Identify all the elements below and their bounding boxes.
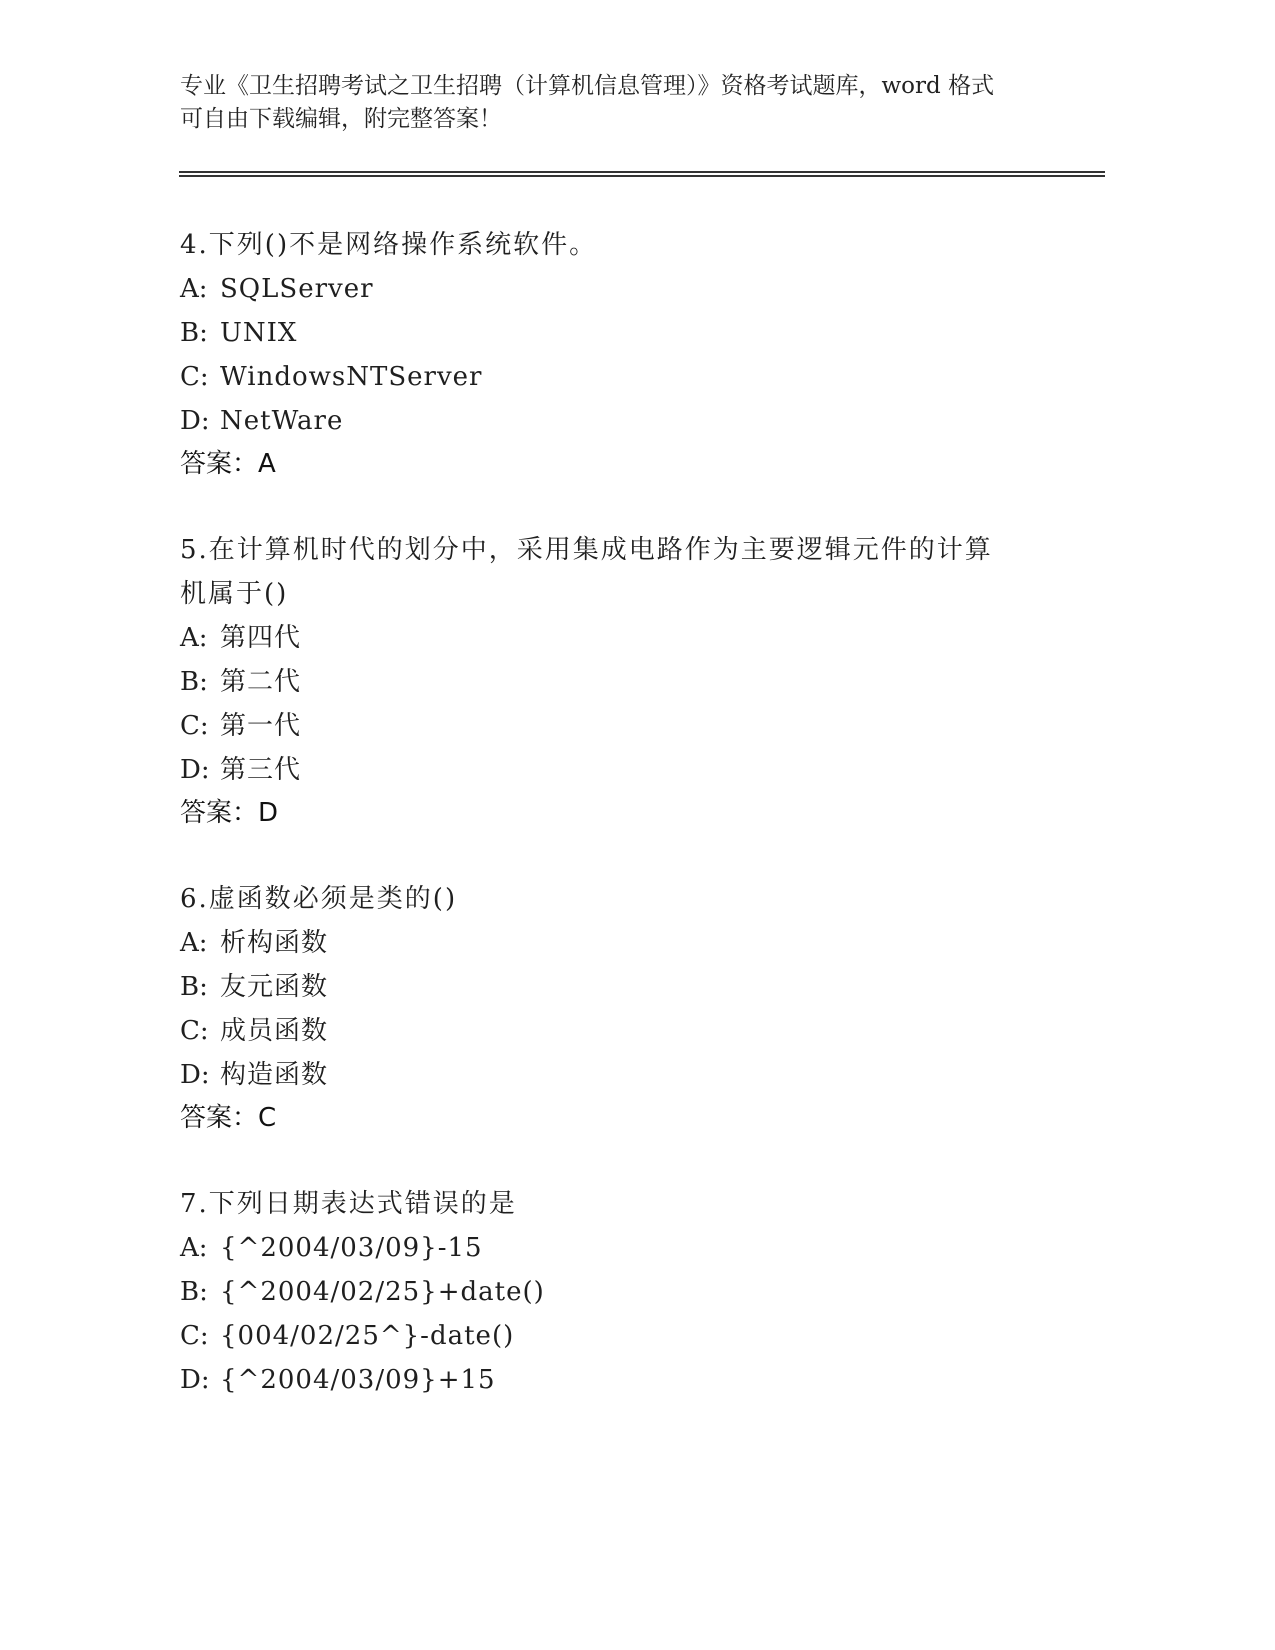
option-key: B: xyxy=(180,1277,208,1307)
option-b xyxy=(180,965,1080,1009)
question-7 xyxy=(180,1182,1080,1402)
option-b xyxy=(180,1270,1080,1314)
option-text: 析构函数 xyxy=(220,928,329,958)
answer-line: 答案：A xyxy=(180,449,276,479)
option-text: 第一代 xyxy=(220,711,302,741)
option-text: UNIX xyxy=(220,318,298,348)
header-line-1: 专业《卫生招聘考试之卫生招聘（计算机信息管理）》资格考试题库，word 格式 xyxy=(180,73,995,99)
option-key: D: xyxy=(180,1365,210,1395)
option-text: 友元函数 xyxy=(220,972,329,1002)
option-d xyxy=(180,1358,1080,1402)
option-text: 构造函数 xyxy=(220,1060,329,1090)
option-a xyxy=(180,1226,1080,1270)
option-key: B: xyxy=(180,318,208,348)
option-text: WindowsNTServer xyxy=(220,362,483,392)
option-text: {^2004/03/09}+15 xyxy=(220,1365,496,1395)
option-key: D: xyxy=(180,755,210,785)
question-stem: 6.虚函数必须是类的() xyxy=(180,884,458,914)
header-line-2: 可自由下载编辑，附完整答案！ xyxy=(180,106,502,132)
option-key: B: xyxy=(180,972,208,1002)
option-c xyxy=(180,355,1080,399)
option-d xyxy=(180,748,1080,792)
option-text: {^2004/03/09}-15 xyxy=(220,1233,483,1263)
option-c xyxy=(180,1009,1080,1053)
option-text: 第二代 xyxy=(220,667,302,697)
option-text: {^2004/02/25}+date() xyxy=(220,1277,545,1307)
option-b xyxy=(180,660,1080,704)
header-rule-bottom xyxy=(179,175,1105,177)
option-c xyxy=(180,1314,1080,1358)
option-key: B: xyxy=(180,667,208,697)
option-text: SQLServer xyxy=(220,274,374,304)
option-key: A: xyxy=(180,928,208,958)
option-a xyxy=(180,921,1080,965)
option-a xyxy=(180,267,1080,311)
header-rule-top xyxy=(179,171,1105,173)
option-d xyxy=(180,399,1080,443)
option-key: C: xyxy=(180,1321,209,1351)
question-4 xyxy=(180,223,1080,485)
option-text: 成员函数 xyxy=(220,1016,329,1046)
answer-line: 答案：D xyxy=(180,798,279,828)
option-key: C: xyxy=(180,711,209,741)
option-key: D: xyxy=(180,406,210,436)
option-text: 第三代 xyxy=(220,755,302,785)
option-b xyxy=(180,311,1080,355)
option-d xyxy=(180,1053,1080,1097)
option-key: A: xyxy=(180,274,208,304)
option-a xyxy=(180,616,1080,660)
document-header xyxy=(180,70,1040,136)
answer-line: 答案：C xyxy=(180,1103,277,1133)
question-5 xyxy=(180,528,1080,834)
option-key: D: xyxy=(180,1060,210,1090)
option-text: NetWare xyxy=(220,406,344,436)
option-key: C: xyxy=(180,362,209,392)
question-6 xyxy=(180,877,1080,1139)
option-text: {004/02/25^}-date() xyxy=(220,1321,515,1351)
question-stem: 5.在计算机时代的划分中，采用集成电路作为主要逻辑元件的计算机属于() xyxy=(180,535,993,609)
option-c xyxy=(180,704,1080,748)
option-key: C: xyxy=(180,1016,209,1046)
option-key: A: xyxy=(180,1233,208,1263)
option-text: 第四代 xyxy=(220,623,302,653)
option-key: A: xyxy=(180,623,208,653)
question-stem: 7.下列日期表达式错误的是 xyxy=(180,1189,517,1219)
question-stem: 4.下列()不是网络操作系统软件。 xyxy=(180,230,598,260)
